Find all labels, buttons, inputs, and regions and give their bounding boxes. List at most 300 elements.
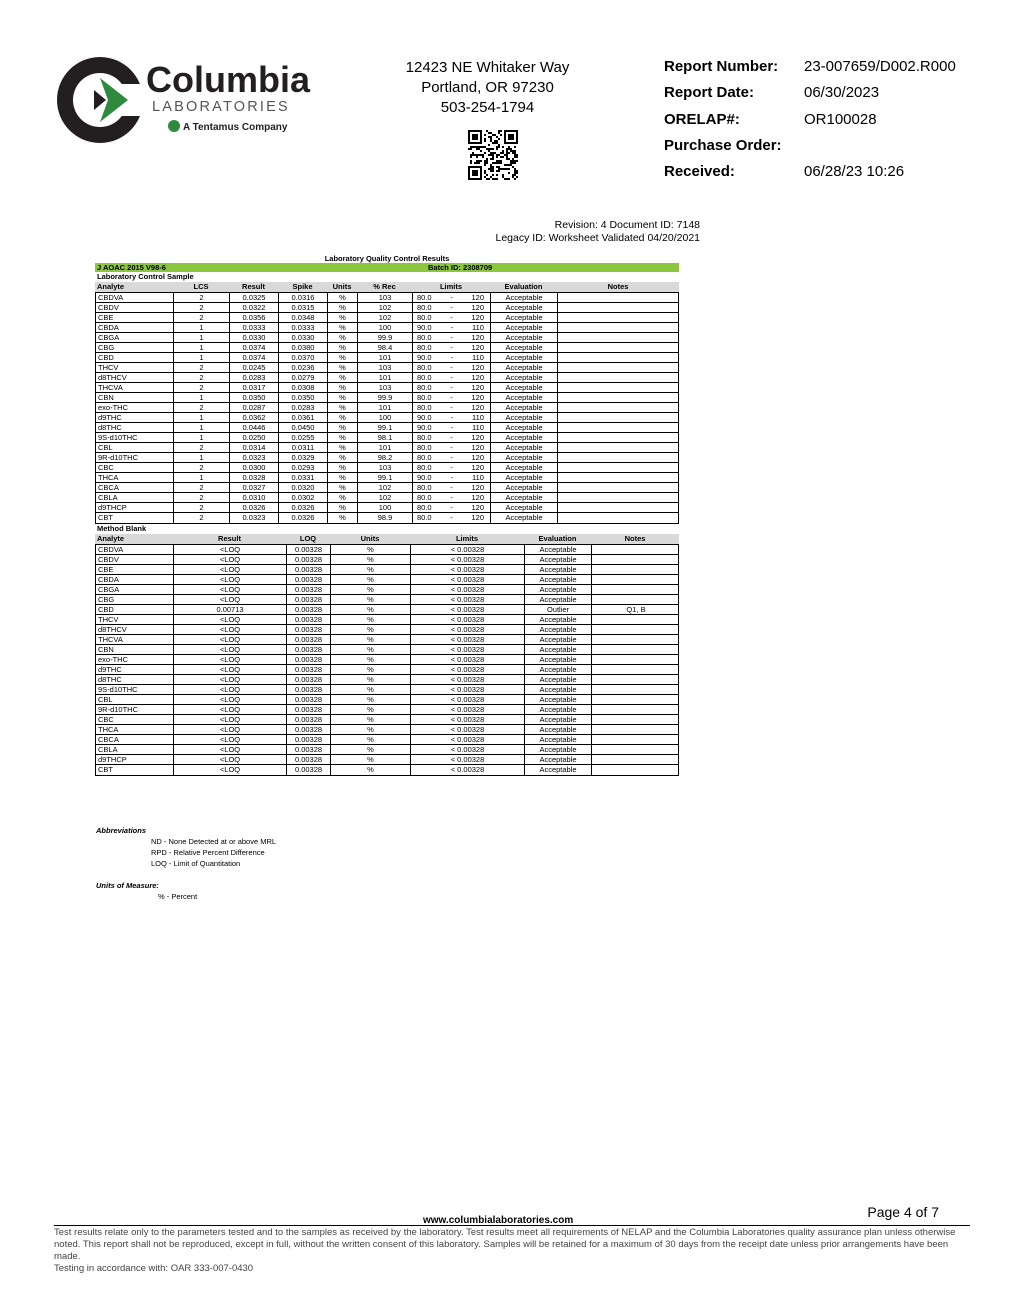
limits-cell: < 0.00328 bbox=[411, 695, 525, 704]
analyte-cell: 9R-d10THC bbox=[96, 705, 174, 714]
limit-low: 80.0 bbox=[417, 303, 432, 312]
tentamus-icon bbox=[168, 120, 180, 132]
evaluation-cell: Acceptable bbox=[525, 735, 592, 744]
result-cell: <LOQ bbox=[174, 565, 287, 574]
table-row bbox=[96, 545, 678, 555]
method-bar bbox=[95, 263, 679, 272]
units-cell: % bbox=[328, 323, 358, 332]
result-cell: <LOQ bbox=[174, 755, 287, 764]
units-cell: % bbox=[328, 483, 358, 492]
limit-low: 80.0 bbox=[417, 393, 432, 402]
result-cell: <LOQ bbox=[174, 715, 287, 724]
notes-cell bbox=[558, 473, 680, 482]
limit-dash: - bbox=[450, 433, 453, 442]
analyte-cell: CBN bbox=[96, 393, 174, 402]
rec-cell: 102 bbox=[358, 303, 413, 312]
evaluation-cell: Acceptable bbox=[525, 555, 592, 564]
rec-cell: 101 bbox=[358, 443, 413, 452]
table-row bbox=[96, 645, 678, 655]
limit-low: 80.0 bbox=[417, 463, 432, 472]
evaluation-cell: Acceptable bbox=[491, 473, 558, 482]
limit-dash: - bbox=[450, 513, 453, 522]
notes-cell bbox=[592, 755, 680, 764]
spike-cell: 0.0450 bbox=[279, 423, 328, 432]
limits-cell bbox=[413, 383, 491, 392]
loq-cell: 0.00328 bbox=[287, 715, 331, 724]
loq-cell: 0.00328 bbox=[287, 755, 331, 764]
column-header: Units bbox=[332, 282, 352, 291]
lcs-cell: 2 bbox=[174, 483, 230, 492]
evaluation-cell: Acceptable bbox=[525, 715, 592, 724]
units-cell: % bbox=[331, 585, 411, 594]
table-row bbox=[96, 383, 678, 393]
limits-cell: < 0.00328 bbox=[411, 725, 525, 734]
units-cell: % bbox=[328, 503, 358, 512]
qc-results bbox=[95, 254, 679, 776]
limit-dash: - bbox=[450, 493, 453, 502]
limit-dash: - bbox=[450, 473, 454, 482]
limit-high: 120 bbox=[471, 333, 484, 342]
evaluation-cell: Acceptable bbox=[491, 403, 558, 412]
analyte-cell: CBC bbox=[96, 715, 174, 724]
units-cell: % bbox=[331, 595, 411, 604]
method-name: J AOAC 2015 V98-6 bbox=[97, 263, 166, 272]
analyte-cell: THCV bbox=[96, 615, 174, 624]
table-row bbox=[96, 313, 678, 323]
loq-cell: 0.00328 bbox=[287, 655, 331, 664]
evaluation-cell: Acceptable bbox=[491, 373, 558, 382]
loq-cell: 0.00328 bbox=[287, 745, 331, 754]
result-cell: <LOQ bbox=[174, 675, 287, 684]
analyte-cell: THCVA bbox=[96, 635, 174, 644]
limits-cell: < 0.00328 bbox=[411, 605, 525, 614]
analyte-cell: CBCA bbox=[96, 735, 174, 744]
spike-cell: 0.0330 bbox=[279, 333, 328, 342]
column-header: Result bbox=[242, 282, 265, 291]
notes-cell bbox=[592, 595, 680, 604]
lcs-cell: 2 bbox=[174, 363, 230, 372]
spike-cell: 0.0333 bbox=[279, 323, 328, 332]
lcs-cell: 1 bbox=[174, 453, 230, 462]
limit-high: 120 bbox=[471, 483, 484, 492]
units-cell: % bbox=[331, 545, 411, 554]
units-cell: % bbox=[331, 725, 411, 734]
limit-high: 110 bbox=[472, 473, 484, 482]
limits-cell bbox=[413, 433, 491, 442]
result-cell: <LOQ bbox=[174, 745, 287, 754]
abbreviation-item: RPD - Relative Percent Difference bbox=[151, 848, 265, 857]
units-cell: % bbox=[328, 313, 358, 322]
limits-cell bbox=[413, 363, 491, 372]
result-cell: 0.0356 bbox=[230, 313, 279, 322]
limit-low: 80.0 bbox=[417, 503, 432, 512]
column-header: % Rec bbox=[373, 282, 396, 291]
table-row bbox=[96, 423, 678, 433]
table-row bbox=[96, 745, 678, 755]
lcs-cell: 1 bbox=[174, 413, 230, 422]
table-row bbox=[96, 705, 678, 715]
analyte-cell: THCA bbox=[96, 473, 174, 482]
column-header: Notes bbox=[624, 534, 646, 543]
notes-cell bbox=[558, 363, 680, 372]
result-cell: <LOQ bbox=[174, 585, 287, 594]
notes-cell bbox=[592, 715, 680, 724]
lcs-cell: 1 bbox=[174, 433, 230, 442]
lcs-cell: 2 bbox=[174, 313, 230, 322]
evaluation-cell: Acceptable bbox=[525, 675, 592, 684]
limit-low: 80.0 bbox=[417, 333, 432, 342]
limits-cell bbox=[413, 333, 491, 342]
table-row bbox=[96, 605, 678, 615]
result-cell: 0.0250 bbox=[230, 433, 279, 442]
lcs-cell: 2 bbox=[174, 293, 230, 302]
company-address bbox=[380, 58, 595, 118]
limits-cell bbox=[413, 403, 491, 412]
loq-cell: 0.00328 bbox=[287, 705, 331, 714]
analyte-cell: d9THC bbox=[96, 413, 174, 422]
rec-cell: 103 bbox=[358, 363, 413, 372]
revision-line: Revision: 4 Document ID: 7148 bbox=[554, 219, 700, 231]
limit-low: 80.0 bbox=[417, 313, 432, 322]
notes-cell bbox=[592, 685, 680, 694]
limit-low: 80.0 bbox=[417, 383, 432, 392]
limit-high: 110 bbox=[472, 413, 484, 422]
units-cell: % bbox=[328, 413, 358, 422]
units-cell: % bbox=[328, 403, 358, 412]
analyte-cell: CBL bbox=[96, 695, 174, 704]
spike-cell: 0.0348 bbox=[279, 313, 328, 322]
units-cell: % bbox=[331, 655, 411, 664]
lcs-header-row bbox=[95, 282, 679, 292]
table-row bbox=[96, 635, 678, 645]
notes-cell bbox=[558, 323, 680, 332]
lcs-cell: 1 bbox=[174, 393, 230, 402]
table-row bbox=[96, 493, 678, 503]
address-line-2: Portland, OR 97230 bbox=[421, 79, 554, 96]
report-number-label: Report Number: bbox=[664, 58, 779, 75]
abbreviations-title: Abbreviations bbox=[96, 826, 147, 835]
notes-cell bbox=[592, 565, 680, 574]
units-of-measure bbox=[96, 880, 197, 902]
spike-cell: 0.0316 bbox=[279, 293, 328, 302]
notes-cell bbox=[592, 735, 680, 744]
notes-cell bbox=[592, 645, 680, 654]
loq-cell: 0.00328 bbox=[287, 565, 331, 574]
evaluation-cell: Acceptable bbox=[525, 575, 592, 584]
limits-cell bbox=[413, 473, 491, 482]
notes-cell bbox=[558, 513, 680, 523]
limit-low: 80.0 bbox=[417, 513, 432, 522]
analyte-cell: THCA bbox=[96, 725, 174, 734]
table-row bbox=[96, 393, 678, 403]
evaluation-cell: Acceptable bbox=[491, 343, 558, 352]
notes-cell bbox=[592, 725, 680, 734]
analyte-cell: CBE bbox=[96, 565, 174, 574]
analyte-cell: CBG bbox=[96, 343, 174, 352]
spike-cell: 0.0293 bbox=[279, 463, 328, 472]
lcs-cell: 2 bbox=[174, 383, 230, 392]
limits-cell bbox=[413, 443, 491, 452]
units-item: % - Percent bbox=[158, 892, 198, 901]
limits-cell bbox=[413, 393, 491, 402]
spike-cell: 0.0350 bbox=[279, 393, 328, 402]
limits-cell: < 0.00328 bbox=[411, 675, 525, 684]
result-cell: <LOQ bbox=[174, 635, 287, 644]
table-row bbox=[96, 625, 678, 635]
evaluation-cell: Acceptable bbox=[525, 695, 592, 704]
notes-cell: Q1, B bbox=[626, 605, 646, 614]
lcs-table bbox=[95, 292, 679, 524]
table-row bbox=[96, 715, 678, 725]
column-header: Limits bbox=[439, 282, 463, 291]
table-row bbox=[96, 585, 678, 595]
notes-cell bbox=[592, 555, 680, 564]
units-cell: % bbox=[331, 695, 411, 704]
rec-cell: 102 bbox=[358, 313, 413, 322]
table-row bbox=[96, 413, 678, 423]
limit-high: 120 bbox=[471, 463, 484, 472]
evaluation-cell: Acceptable bbox=[491, 433, 558, 442]
units-cell: % bbox=[328, 303, 358, 312]
result-cell: <LOQ bbox=[174, 685, 287, 694]
limits-cell: < 0.00328 bbox=[411, 555, 525, 564]
result-cell: 0.0317 bbox=[230, 383, 279, 392]
limits-cell bbox=[413, 323, 491, 332]
limit-dash: - bbox=[450, 313, 453, 322]
rec-cell: 100 bbox=[358, 413, 413, 422]
rec-cell: 99.9 bbox=[358, 393, 413, 402]
limit-high: 120 bbox=[471, 303, 484, 312]
limit-high: 120 bbox=[471, 313, 484, 322]
limits-cell: < 0.00328 bbox=[411, 655, 525, 664]
limits-cell: < 0.00328 bbox=[411, 645, 525, 654]
evaluation-cell: Acceptable bbox=[491, 503, 558, 512]
analyte-cell: CBDV bbox=[96, 303, 174, 312]
table-row bbox=[96, 323, 678, 333]
limit-dash: - bbox=[450, 353, 454, 362]
notes-cell bbox=[558, 493, 680, 502]
units-cell: % bbox=[331, 625, 411, 634]
limits-cell bbox=[413, 463, 491, 472]
notes-cell bbox=[592, 765, 680, 775]
lcs-cell: 2 bbox=[174, 513, 230, 523]
result-cell: <LOQ bbox=[174, 735, 287, 744]
notes-cell bbox=[558, 463, 680, 472]
result-cell: <LOQ bbox=[174, 725, 287, 734]
limit-dash: - bbox=[450, 443, 453, 452]
limits-cell: < 0.00328 bbox=[411, 685, 525, 694]
notes-cell bbox=[592, 655, 680, 664]
analyte-cell: CBD bbox=[96, 353, 174, 362]
result-cell: 0.0446 bbox=[230, 423, 279, 432]
rec-cell: 103 bbox=[358, 463, 413, 472]
loq-cell: 0.00328 bbox=[287, 635, 331, 644]
limit-low: 80.0 bbox=[417, 443, 432, 452]
notes-cell bbox=[558, 333, 680, 342]
table-row bbox=[96, 513, 678, 523]
limit-dash: - bbox=[450, 293, 453, 302]
limits-cell bbox=[413, 453, 491, 462]
evaluation-cell: Acceptable bbox=[525, 595, 592, 604]
limit-high: 120 bbox=[471, 363, 484, 372]
limits-cell: < 0.00328 bbox=[411, 765, 525, 775]
spike-cell: 0.0302 bbox=[279, 493, 328, 502]
table-row bbox=[96, 373, 678, 383]
result-cell: 0.0323 bbox=[230, 453, 279, 462]
loq-cell: 0.00328 bbox=[287, 695, 331, 704]
table-row bbox=[96, 575, 678, 585]
rec-cell: 100 bbox=[358, 503, 413, 512]
limit-low: 80.0 bbox=[417, 403, 432, 412]
batch-id: Batch ID: 2308709 bbox=[428, 263, 493, 272]
units-cell: % bbox=[331, 765, 411, 775]
evaluation-cell: Acceptable bbox=[525, 645, 592, 654]
result-cell: <LOQ bbox=[174, 555, 287, 564]
limits-cell bbox=[413, 513, 491, 523]
result-cell: 0.0310 bbox=[230, 493, 279, 502]
abbreviation-item: ND - None Detected at or above MRL bbox=[151, 837, 277, 846]
loq-cell: 0.00328 bbox=[287, 625, 331, 634]
limit-high: 110 bbox=[472, 423, 484, 432]
limits-cell bbox=[413, 503, 491, 512]
evaluation-cell: Acceptable bbox=[525, 585, 592, 594]
evaluation-cell: Acceptable bbox=[525, 545, 592, 554]
loq-cell: 0.00328 bbox=[287, 765, 331, 775]
analyte-cell: CBDA bbox=[96, 323, 174, 332]
result-cell: 0.0350 bbox=[230, 393, 279, 402]
analyte-cell: d9THCP bbox=[96, 503, 174, 512]
limits-cell bbox=[413, 353, 491, 362]
units-cell: % bbox=[331, 615, 411, 624]
logo-name: Columbia bbox=[146, 59, 311, 100]
result-cell: 0.00713 bbox=[174, 605, 287, 614]
evaluation-cell: Acceptable bbox=[491, 363, 558, 372]
loq-cell: 0.00328 bbox=[287, 575, 331, 584]
evaluation-cell: Acceptable bbox=[525, 565, 592, 574]
notes-cell bbox=[558, 313, 680, 322]
evaluation-cell: Acceptable bbox=[491, 353, 558, 362]
result-cell: 0.0328 bbox=[230, 473, 279, 482]
limit-dash: - bbox=[450, 483, 453, 492]
evaluation-cell: Acceptable bbox=[525, 685, 592, 694]
notes-cell bbox=[558, 433, 680, 442]
units-cell: % bbox=[328, 443, 358, 452]
notes-cell bbox=[558, 483, 680, 492]
rec-cell: 99.1 bbox=[358, 423, 413, 432]
loq-cell: 0.00328 bbox=[287, 665, 331, 674]
units-cell: % bbox=[328, 353, 358, 362]
limit-low: 90.0 bbox=[417, 323, 432, 332]
evaluation-cell: Acceptable bbox=[525, 745, 592, 754]
table-row bbox=[96, 333, 678, 343]
analyte-cell: exo-THC bbox=[96, 403, 174, 412]
spike-cell: 0.0370 bbox=[279, 353, 328, 362]
limit-low: 80.0 bbox=[417, 453, 432, 462]
table-row bbox=[96, 353, 678, 363]
limit-high: 120 bbox=[471, 443, 484, 452]
page-number: Page 4 of 7 bbox=[867, 1204, 939, 1220]
units-cell: % bbox=[328, 463, 358, 472]
table-row bbox=[96, 473, 678, 483]
evaluation-cell: Acceptable bbox=[525, 615, 592, 624]
limits-cell: < 0.00328 bbox=[411, 545, 525, 554]
table-row bbox=[96, 453, 678, 463]
limits-cell: < 0.00328 bbox=[411, 665, 525, 674]
limit-dash: - bbox=[450, 503, 453, 512]
notes-cell bbox=[558, 453, 680, 462]
result-cell: 0.0327 bbox=[230, 483, 279, 492]
evaluation-cell: Acceptable bbox=[525, 635, 592, 644]
limit-low: 80.0 bbox=[417, 343, 432, 352]
limit-low: 80.0 bbox=[417, 293, 432, 302]
units-cell: % bbox=[328, 433, 358, 442]
analyte-cell: exo-THC bbox=[96, 655, 174, 664]
units-cell: % bbox=[331, 555, 411, 564]
analyte-cell: CBCA bbox=[96, 483, 174, 492]
abbreviations bbox=[96, 825, 276, 869]
units-cell: % bbox=[331, 575, 411, 584]
analyte-cell: CBN bbox=[96, 645, 174, 654]
rec-cell: 98.4 bbox=[358, 343, 413, 352]
mb-table bbox=[95, 544, 679, 776]
phone-number: 503-254-1794 bbox=[440, 99, 535, 116]
loq-cell: 0.00328 bbox=[287, 545, 331, 554]
rec-cell: 101 bbox=[358, 403, 413, 412]
limit-dash: - bbox=[450, 323, 454, 332]
column-header: Limits bbox=[455, 534, 479, 543]
units-title: Units of Measure: bbox=[96, 881, 159, 890]
table-row bbox=[96, 363, 678, 373]
limits-cell: < 0.00328 bbox=[411, 565, 525, 574]
limits-cell bbox=[413, 343, 491, 352]
limit-high: 120 bbox=[471, 503, 484, 512]
limits-cell: < 0.00328 bbox=[411, 755, 525, 764]
lcs-cell: 2 bbox=[174, 463, 230, 472]
units-cell: % bbox=[328, 493, 358, 502]
table-row bbox=[96, 555, 678, 565]
limits-cell bbox=[413, 373, 491, 382]
loq-cell: 0.00328 bbox=[287, 555, 331, 564]
result-cell: <LOQ bbox=[174, 615, 287, 624]
limit-high: 120 bbox=[471, 383, 484, 392]
limit-dash: - bbox=[450, 343, 453, 352]
result-cell: <LOQ bbox=[174, 575, 287, 584]
units-cell: % bbox=[328, 393, 358, 402]
limits-cell: < 0.00328 bbox=[411, 735, 525, 744]
result-cell: 0.0330 bbox=[230, 333, 279, 342]
evaluation-cell: Acceptable bbox=[525, 725, 592, 734]
analyte-cell: CBGA bbox=[96, 585, 174, 594]
website-link[interactable]: www.columbialaboratories.com bbox=[423, 1215, 574, 1226]
analyte-cell: d9THC bbox=[96, 665, 174, 674]
units-cell: % bbox=[328, 363, 358, 372]
limit-dash: - bbox=[450, 413, 454, 422]
table-row bbox=[96, 343, 678, 353]
lcs-cell: 1 bbox=[174, 353, 230, 362]
evaluation-cell: Acceptable bbox=[491, 453, 558, 462]
limit-dash: - bbox=[450, 373, 453, 382]
lcs-cell: 2 bbox=[174, 373, 230, 382]
rec-cell: 100 bbox=[358, 323, 413, 332]
report-date: 06/30/2023 bbox=[804, 84, 880, 102]
loq-cell: 0.00328 bbox=[287, 615, 331, 624]
evaluation-cell: Acceptable bbox=[525, 665, 592, 674]
column-header: LOQ bbox=[299, 534, 317, 543]
analyte-cell: CBDVA bbox=[96, 293, 174, 302]
result-cell: 0.0283 bbox=[230, 373, 279, 382]
analyte-cell: THCV bbox=[96, 363, 174, 372]
limit-high: 120 bbox=[471, 343, 484, 352]
